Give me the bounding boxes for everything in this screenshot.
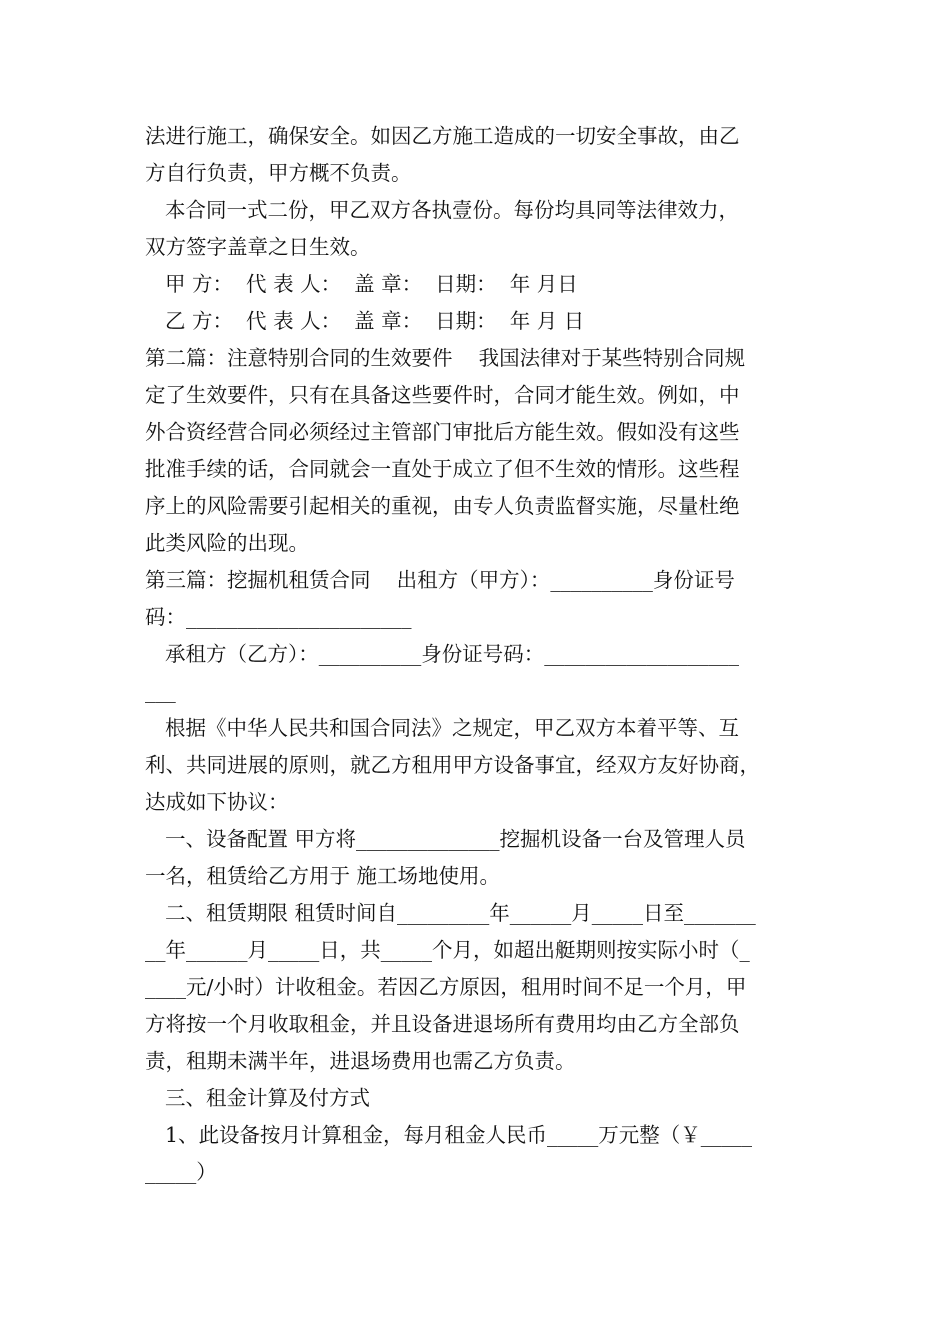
text-line: 外合资经营合同必须经过主管部门审批后方能生效。假如没有这些 [145, 420, 740, 444]
text-line: 责，租期未满半年，进退场费用也需乙方负责。 [145, 1049, 576, 1073]
section-heading-part-three: 第三篇：挖掘机租赁合同 出租方（甲方）：__________身份证号 [145, 568, 735, 592]
text-line: ___ [145, 679, 176, 703]
text-line: 方自行负责，甲方概不负责。 [145, 161, 412, 185]
text-line: 此类风险的出现。 [145, 531, 309, 555]
text-line: 双方签字盖章之日生效。 [145, 235, 371, 259]
text-line: 码：______________________ [145, 605, 412, 629]
document-page [145, 118, 810, 1191]
signature-line-party-b: 乙 方： 代 表 人： 盖 章： 日期： 年 月 日 [165, 309, 585, 333]
text-line: ____元/小时）计收租金。若因乙方原因，租用时间不足一个月，甲 [145, 975, 747, 999]
text-line: 批准手续的话，合同就会一直处于成立了但不生效的情形。这些程 [145, 457, 740, 481]
section-heading-part-two: 第二篇：注意特别合同的生效要件 我国法律对于某些特别合同规 [145, 346, 746, 370]
text-line: 达成如下协议： [145, 790, 289, 814]
text-line: 利、共同进展的原则，就乙方租用甲方设备事宜，经双方友好协商， [145, 753, 760, 777]
text-line: 1、此设备按月计算租金，每月租金人民币_____万元整（￥_____ [165, 1123, 753, 1147]
text-line: 定了生效要件，只有在具备这些要件时，合同才能生效。例如，中 [145, 383, 740, 407]
signature-line-party-a: 甲 方： 代 表 人： 盖 章： 日期： 年 月日 [165, 272, 578, 296]
text-line: 法进行施工，确保安全。如因乙方施工造成的一切安全事故，由乙 [145, 124, 740, 148]
text-line: 根据《中华人民共和国合同法》之规定，甲乙双方本着平等、互 [165, 716, 739, 740]
text-line: 本合同一式二份，甲乙双方各执壹份。每份均具同等法律效力， [165, 198, 739, 222]
text-line: _____） [145, 1160, 217, 1184]
text-line: 方将按一个月收取租金，并且设备进退场所有费用均由乙方全部负 [145, 1012, 740, 1036]
text-line: 序上的风险需要引起相关的重视，由专人负责监督实施，尽量杜绝 [145, 494, 740, 518]
text-line: 承租方（乙方）：__________身份证号码：___________________ [165, 642, 739, 666]
clause-lease-term: 二、租赁期限 租赁时间自_________年______月_____日至_______ [165, 901, 756, 925]
clause-equipment: 一、设备配置 甲方将______________挖掘机设备一台及管理人员 [165, 827, 746, 851]
text-line: 一名，租赁给乙方用于 施工场地使用。 [145, 864, 501, 888]
clause-rent-payment: 三、租金计算及付方式 [165, 1086, 370, 1110]
text-line: __年______月_____日，共_____个月，如超出艇期则按实际小时（_ [145, 938, 750, 962]
